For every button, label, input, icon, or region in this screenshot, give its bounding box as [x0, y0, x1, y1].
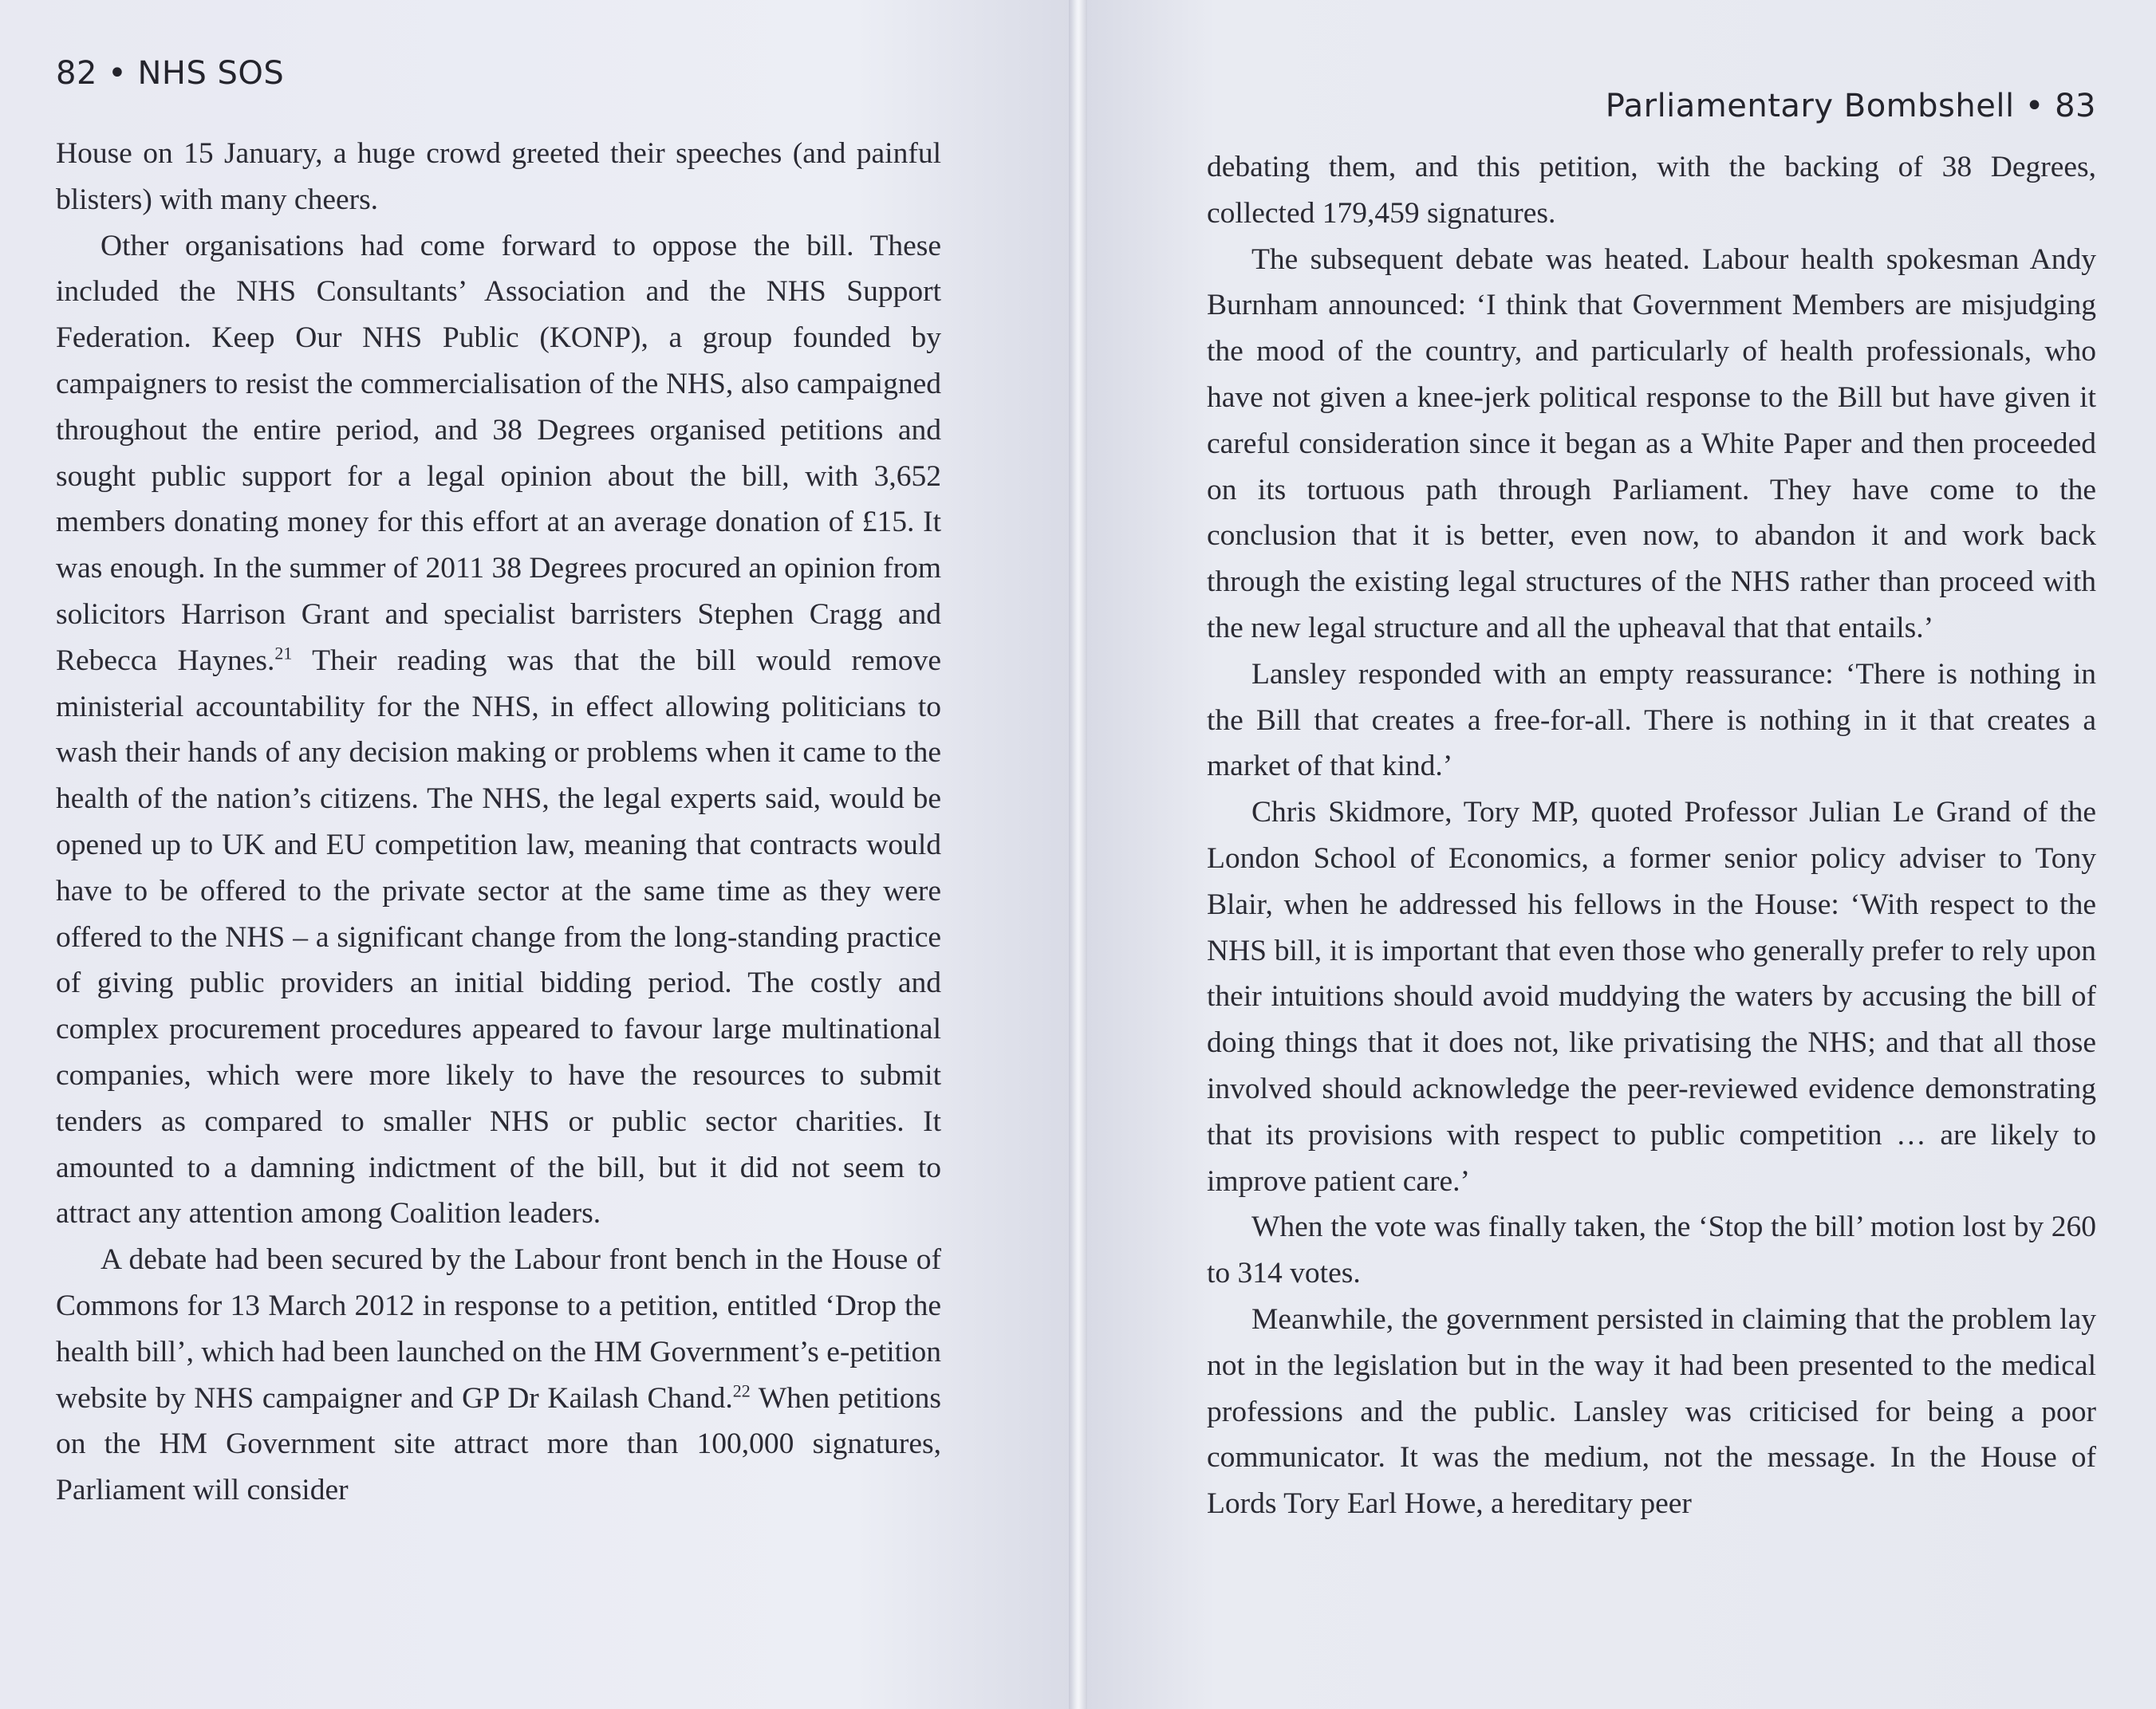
right-paragraph-3 [1207, 652, 2096, 790]
right-page [1087, 0, 2156, 1709]
left-paragraph-3 [56, 1237, 941, 1514]
left-paragraph-2-text: Other organisations had come forward to oppose the bill. These included the NHS Consultants’ Association and the NHS Support Federation. Keep Our NHS Public (KONP), a group founded by campaigners to resist the commercialisation of the NHS, also campaigned throughout the entire period, and 38 Degrees organised petitions and sought public support for a legal opinion about the bill, with 3,652 members donating money for this effort at an average donation of £15. It was enough. In the summer of 2011 38 Degrees procured an opinion from solicitors Harrison Grant and specialist barristers Stephen Cragg and Rebecca Haynes. [56, 229, 941, 677]
right-paragraph-1 [1207, 144, 2096, 237]
right-paragraph-6-text: Meanwhile, the government persisted in claiming that the problem lay not in the legislation but in the way it had been presented to the medical professions and the public. Lansley was criticised for being a poor communicator. It was the medium, not the message. In the House of Lords Tory Earl Howe, a hereditary peer [1207, 1302, 2096, 1521]
right-paragraph-3-text: Lansley responded with an empty reassurance: ‘There is nothing in the Bill that creates a free-for-all. There is nothing in it that creates a market of that kind.’ [1207, 657, 2096, 783]
chapter-title: Parliamentary Bombshell [1605, 88, 2015, 124]
left-paragraph-2 [56, 223, 941, 1238]
book-title: NHS SOS [137, 55, 285, 92]
right-paragraph-2 [1207, 237, 2096, 652]
left-page-number: 82 [56, 55, 97, 92]
right-body-text [1207, 144, 2096, 1527]
left-running-head [56, 49, 941, 97]
right-paragraph-6 [1207, 1297, 2096, 1527]
right-paragraph-4 [1207, 790, 2096, 1204]
right-header-separator: • [2024, 88, 2044, 124]
right-paragraph-2-text: The subsequent debate was heated. Labour health spokesman Andy Burnham announced: ‘I think that Government Members are misjudging the mood of the country, and particularly of health professionals, who have not given a knee-jerk political response to the Bill but have given it careful consideration since it began as a White Paper and then proceeded on its tortuous path through Parliament. They have come to the conclusion that it is better, even now, to abandon it and work back through the existing legal structures of the NHS rather than proceed with the new legal structure and all the upheaval that that entails.’ [1207, 242, 2096, 644]
left-paragraph-1 [56, 131, 941, 223]
footnote-ref-21: 21 [274, 643, 293, 664]
right-paragraph-5 [1207, 1204, 2096, 1297]
left-page [0, 0, 1069, 1709]
right-paragraph-5-text: When the vote was finally taken, the ‘Stop the bill’ motion lost by 260 to 314 votes. [1207, 1211, 2096, 1290]
left-header-separator: • [108, 55, 128, 92]
left-paragraph-2-text-after: Their reading was that the bill would remove ministerial accountability for the NHS, in effect allowing politicians to wash their hands of any decision making or problems when it came to the health of the nation’s citizens. The NHS, the legal experts said, would be opened up to UK and EU competition law, meaning that contracts would have to be offered to the private sector at the same time as they were offered to the NHS – a significant change from the long-standing practice of giving public providers an initial bidding period. The costly and complex procurement procedures appeared to favour large multinational companies, which were more likely to have the resources to submit tenders as compared to smaller NHS or public sector charities. It amounted to a damning indictment of the bill, but it did not seem to attract any attention among Coalition leaders. [56, 644, 941, 1231]
right-paragraph-1-text: debating them, and this petition, with the backing of 38 Degrees, collected 179,459 signatures. [1207, 151, 2096, 230]
footnote-ref-22: 22 [732, 1380, 751, 1401]
right-paragraph-4-text: Chris Skidmore, Tory MP, quoted Professor Julian Le Grand of the London School of Economics, a former senior policy adviser to Tony Blair, when he addressed his fellows in the House: ‘With respect to the NHS bill, it is important that even those who generally prefer to rely upon their intuitions should avoid muddying the waters by accusing the bill of doing things that it does not, like privatising the NHS; and that all those involved should acknowledge the peer-reviewed evidence demonstrating that its provisions with respect to public competition … are likely to improve patient care.’ [1207, 796, 2096, 1198]
book-gutter [1069, 0, 1087, 1709]
right-page-number: 83 [2055, 88, 2096, 124]
left-paragraph-1-text: House on 15 January, a huge crowd greeted their speeches (and painful blisters) with many cheers. [56, 137, 941, 216]
right-running-head [1207, 82, 2096, 130]
left-body-text [56, 131, 941, 1514]
left-paragraph-3-text: A debate had been secured by the Labour front bench in the House of Commons for 13 March 2012 in response to a petition, entitled ‘Drop the health bill’, which had been launched on the HM Government’s e-petition website by NHS campaigner and GP Dr Kailash Chand. [56, 1243, 941, 1415]
left-paragraph-3-text-after: When petitions on the HM Government site attract more than 100,000 signatures, Parliament will consider [56, 1381, 942, 1507]
